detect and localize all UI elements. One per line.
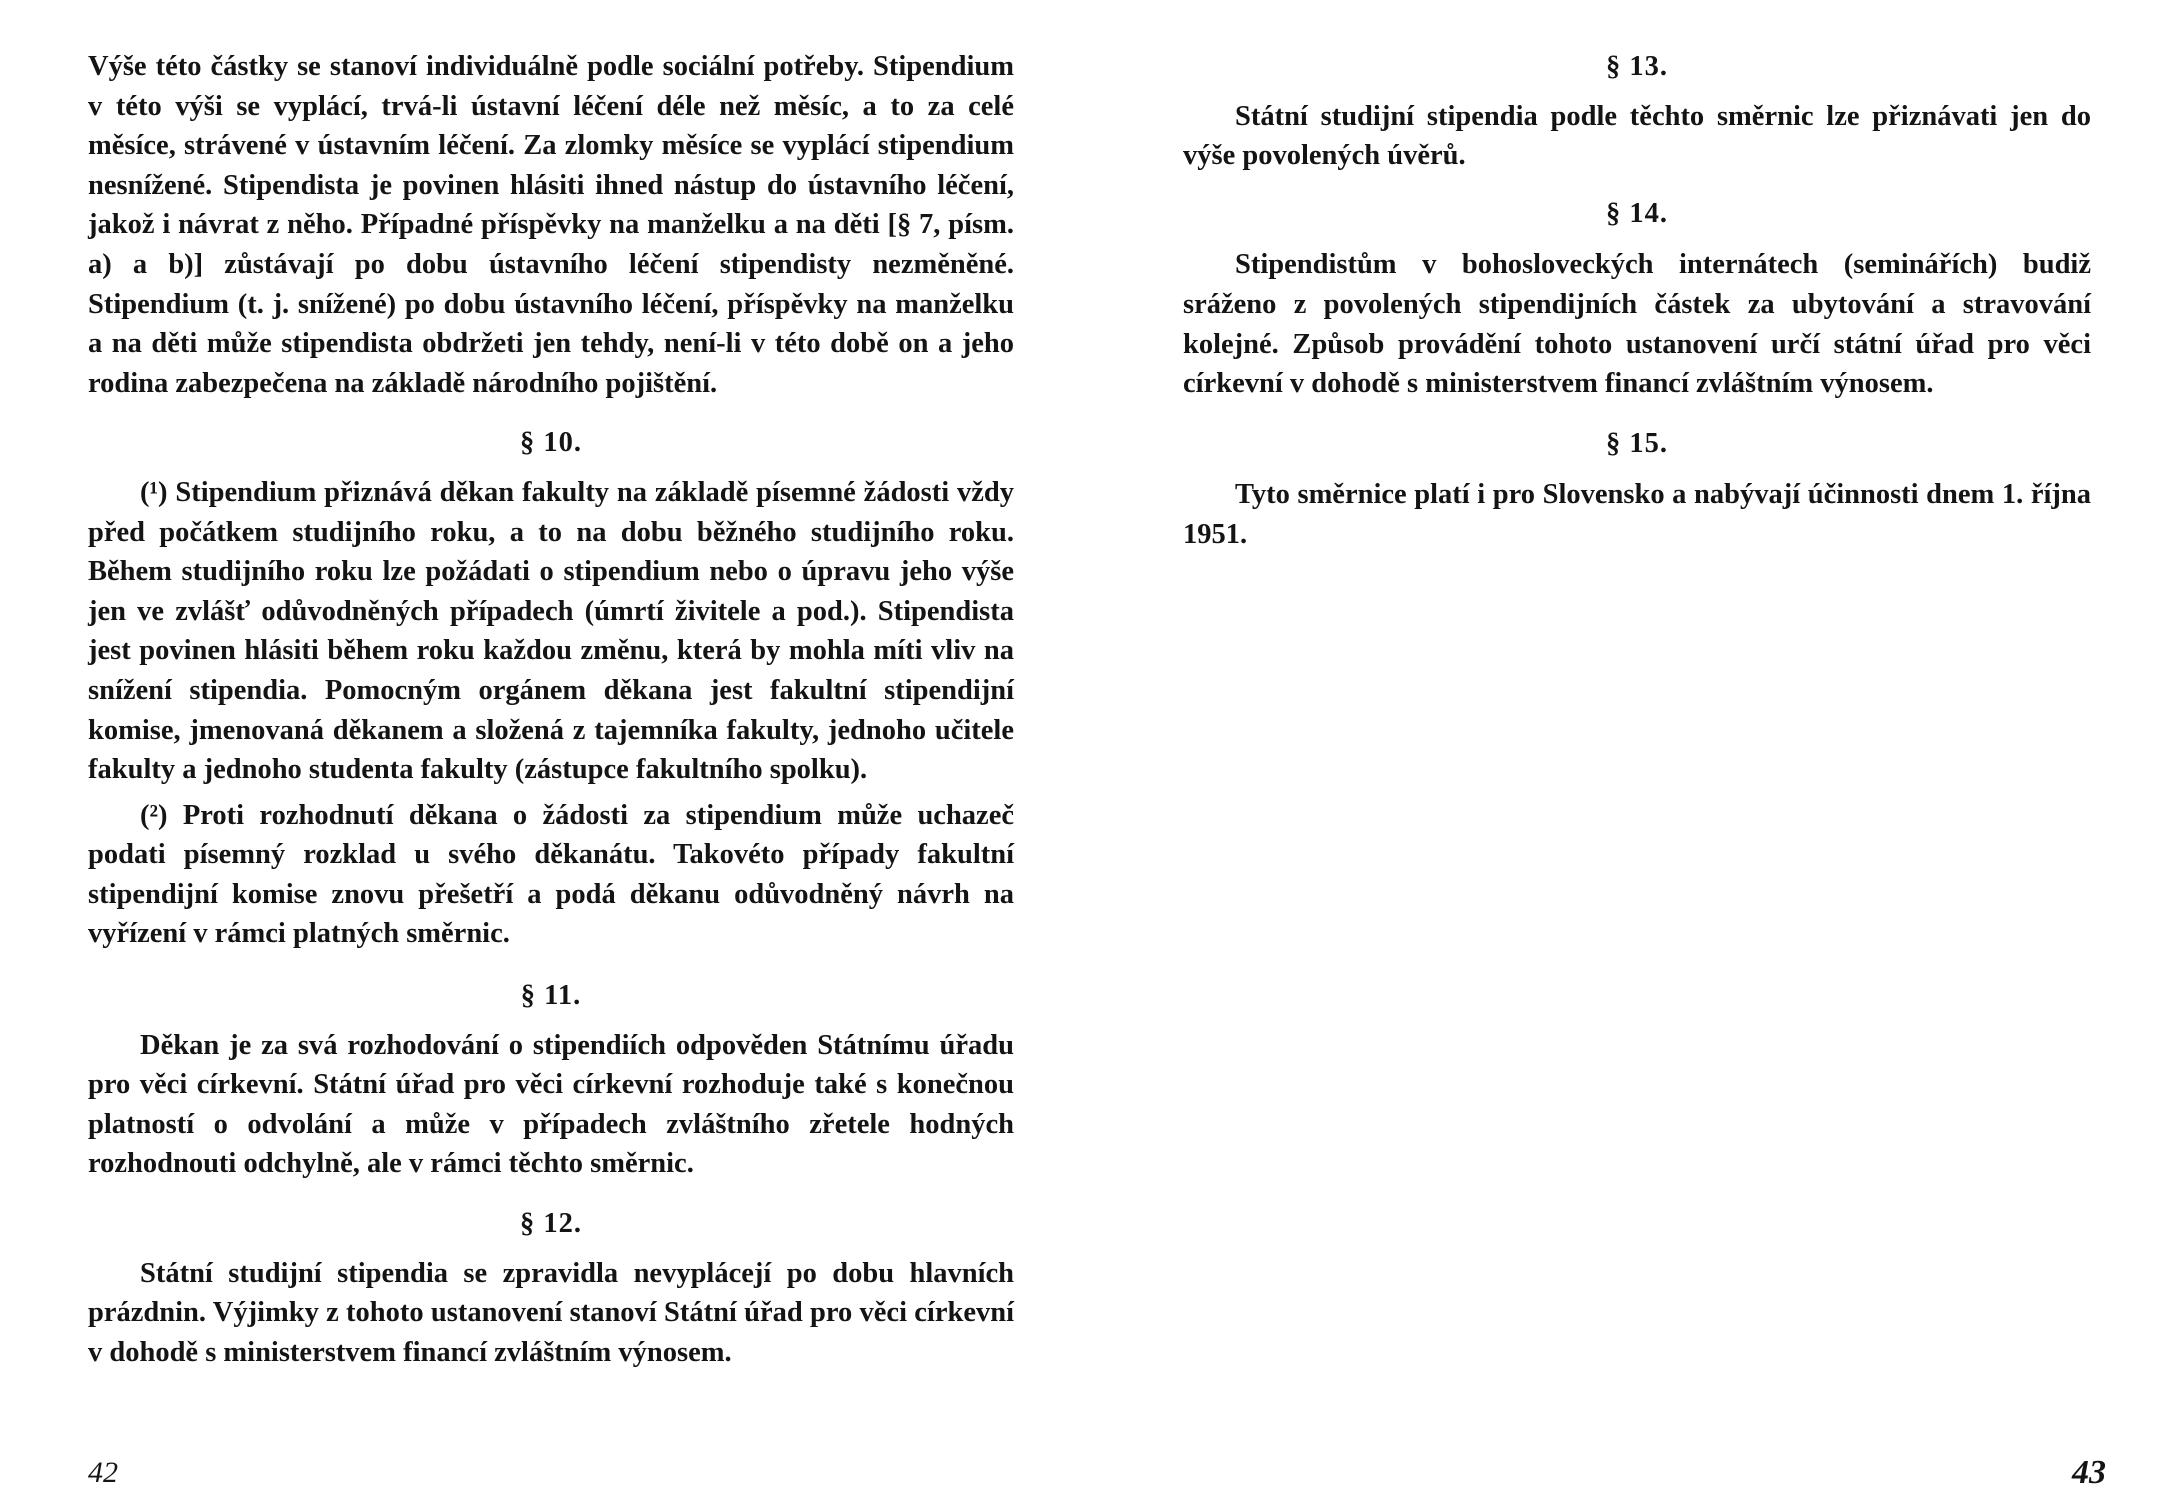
- section-10-heading: § 10.: [520, 427, 582, 459]
- section-12-heading: § 12.: [520, 1208, 582, 1240]
- section-13-paragraph: Státní studijní stipendia podle těchto směrnic lze přiznávati jen do výše povolených úvěrů.: [1183, 100, 2091, 172]
- section-10-paragraph-1: (¹) Stipendium přiznává děkan fakulty na základě písemné žádosti vždy před počátkem studijního roku, a to na dobu běžného studijního roku. Během studijního roku lze požádati o stipendium nebo o úpravu jeho výše jen ve zvlášť odůvodněných případech (úmrtí živitele a pod.). Stipendista jest povinen hlásiti během roku každou změnu, která by mohla míti vliv na snížení stipendia. Pomocným orgánem děkana jest fakultní stipendijní komise, jmenovaná děkanem a složená z tajemníka fakulty, jednoho učitele fakulty a jednoho studenta fakulty (zástupce fakultního spolku).: [88, 476, 1014, 786]
- section-11-paragraph: Děkan je za svá rozhodování o stipendiích odpověden Státnímu úřadu pro věci církevní. Státní úřad pro věci církevní rozhoduje také s konečnou platností o odvolání a může v případech zvláštního zřetele hodných rozhodnouti odchylně, ale v rámci těchto směrnic.: [88, 1029, 1014, 1180]
- section-15-paragraph: Tyto směrnice platí i pro Slovensko a nabývají účinnosti dnem 1. října 1951.: [1183, 479, 2091, 550]
- section-13-heading: § 13.: [1606, 51, 1668, 82]
- section-14-heading: § 14.: [1606, 197, 1668, 229]
- left-page: [88, 0, 1014, 1500]
- section-14-paragraph: Stipendistům v bohosloveckých internátech (seminářích) budiž sráženo z povolených stipendijních částek za ubytování a stravování kolejné. Způsob provádění tohoto ustanovení určí státní úřad pro věci církevní v dohodě s ministerstvem financí zvláštním výnosem.: [1183, 249, 2091, 400]
- section-11-heading: § 11.: [520, 980, 582, 1012]
- section-15-heading: § 15.: [1606, 427, 1668, 459]
- section-12-paragraph: Státní studijní stipendia se zpravidla nevyplácejí po dobu hlavních prázdnin. Výjimky z tohoto ustanovení stanoví Státní úřad pro věci církevní v dohodě s ministerstvem financí zvláštním výnosem.: [88, 1257, 1014, 1368]
- right-page: [1183, 0, 2091, 1500]
- section-10-paragraph-2: (²) Proti rozhodnutí děkana o žádosti za stipendium může uchazeč podati písemný rozklad u svého děkanátu. Takovéto případy fakultní stipendijní komise znovu přešetří a podá děkanu odůvodněný návrh na vyřízení v rámci platných směrnic.: [88, 799, 1014, 950]
- intro-paragraph: Výše této částky se stanoví individuálně podle sociální potřeby. Stipendium v této výši se vyplácí, trvá-li ústavní léčení déle než měsíc, a to za celé měsíce, strávené v ústavním léčení. Za zlomky měsíce se vyplácí stipendium nesnížené. Stipendista je povinen hlásiti ihned nástup do ústavního léčení, jakož i návrat z něho. Případné příspěvky na manželku a na děti [§ 7, písm. a) a b)] zůstávají po dobu ústavního léčení stipendisty nezměněné. Stipendium (t. j. snížené) po dobu ústavního léčení, příspěvky na manželku a na děti může stipendista obdržeti jen tehdy, není-li v této době on a jeho rodina zabezpečena na základě národního pojištění.: [88, 51, 1014, 399]
- page-number-left: 42: [88, 1456, 118, 1489]
- page-number-right: 43: [2072, 1454, 2106, 1491]
